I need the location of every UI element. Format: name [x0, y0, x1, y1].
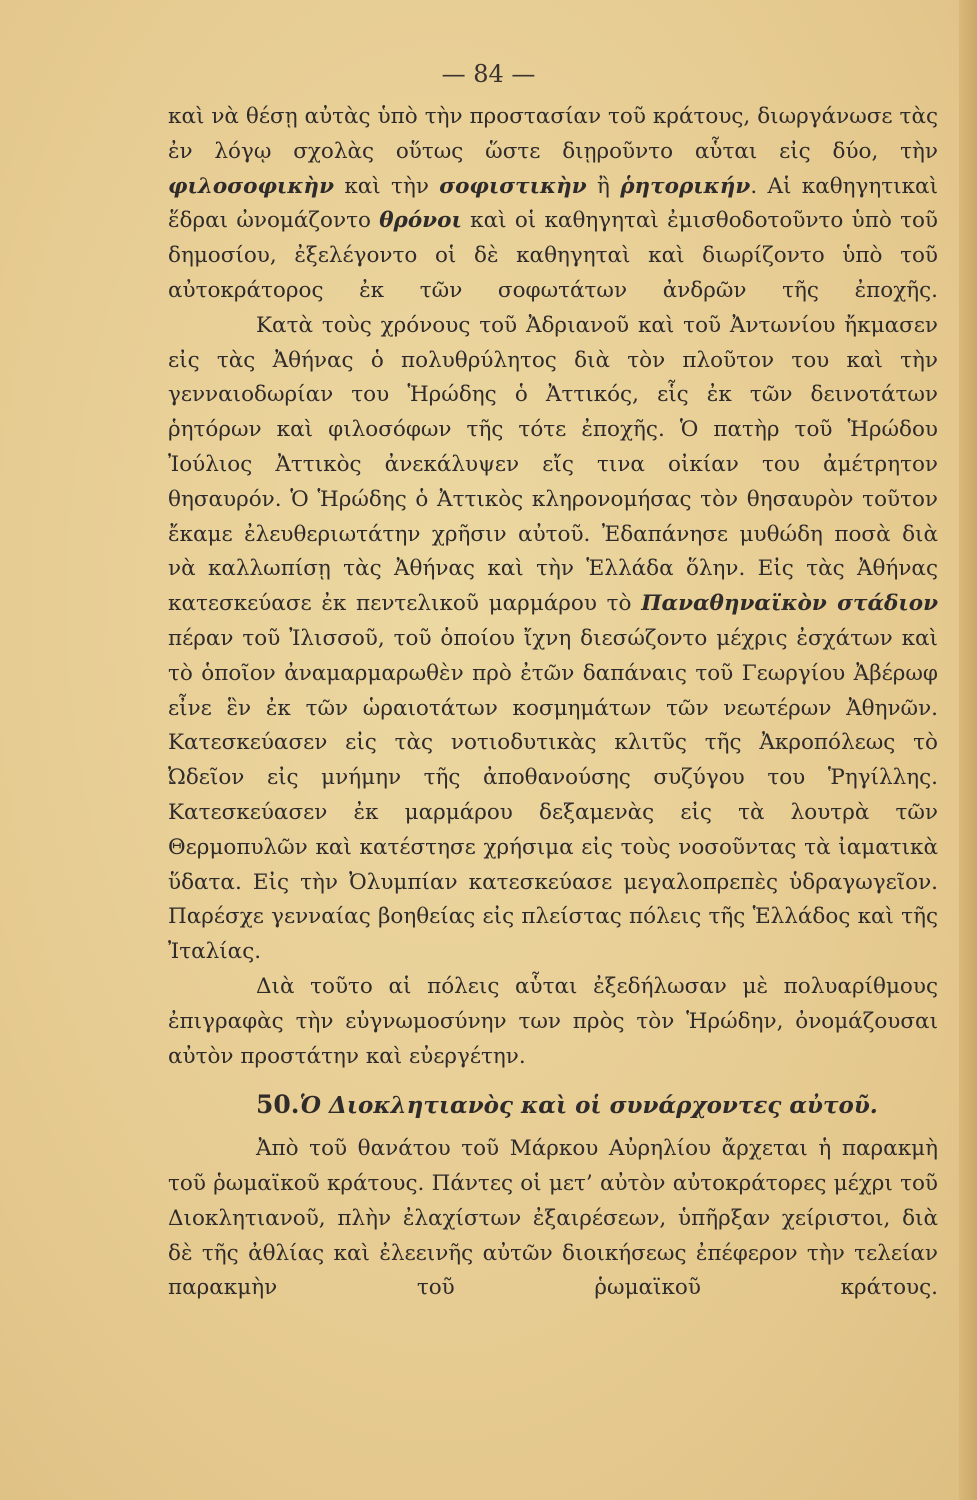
emphasis-stadium: Παναθηναϊκὸν στάδιον: [641, 591, 938, 617]
section-title: Ὁ Διοκλητιανὸς καὶ οἱ συνάρχοντες αὐτοῦ.: [299, 1092, 878, 1120]
section-heading: [256, 1088, 938, 1124]
emphasis-sophistry: σοφιστικὴν: [439, 173, 587, 199]
body-text: [168, 100, 938, 1306]
paragraph-3: Διὰ τοῦτο αἱ πόλεις αὗται ἐξεδήλωσαν μὲ πολυαρίθμους ἐπιγραφὰς τὴν εὐγνωμοσύνην των πρὸς τὸν Ἡρώδην, ὀνομάζουσαι αὐτὸν προστάτην καὶ εὐεργέτην.: [168, 973, 938, 1069]
emphasis-rhetoric: ῥητορικήν: [620, 173, 751, 199]
page-number: — 84 —: [441, 60, 536, 88]
section-number: 50.: [256, 1090, 300, 1120]
paragraph-4: Ἀπὸ τοῦ θανάτου τοῦ Μάρκου Αὐρηλίου ἄρχεται ἡ παρακμὴ τοῦ ῥωμαϊκοῦ κράτους. Πάντες οἱ μετ’ αὐτὸν αὐτοκράτορες μέχρι τοῦ Διοκλητιανοῦ, πλὴν ἐλαχίστων ἐξαιρέσεων, ὑπῆρξαν χείριστοι, διὰ δὲ τῆς ἀθλίας καὶ ἐλεεινῆς αὐτῶν διοικήσεως ἐπέφερον τὴν τελείαν παρακμὴν τοῦ ῥωμαϊκοῦ κράτους.: [168, 1136, 938, 1301]
page-edge: [959, 0, 977, 1500]
paragraph-2: Κατὰ τοὺς χρόνους τοῦ Ἀδριανοῦ καὶ τοῦ Ἀντωνίου ἤκμασεν εἰς τὰς Ἀθήνας ὁ πολυθρύλητος διὰ τὸν πλοῦτον του καὶ τὴν γενναιοδωρίαν του Ἡρώδης ὁ Ἀττικός, εἷς ἐκ τῶν δεινοτάτων ῥητόρων καὶ φιλοσόφων τῆς τότε ἐποχῆς. Ὁ πατὴρ τοῦ Ἡρώδου Ἰούλιος Ἀττικὸς ἀνεκάλυψεν εἴς τινα οἰκίαν του ἀμέτρητον θησαυρόν. Ὁ Ἡρώδης ὁ Ἀττικὸς κληρονομήσας τὸν θησαυρὸν τοῦτον ἔκαμε ἐλευθεριωτάτην χρῆσιν αὐτοῦ. Ἐδαπάνησε μυθώδη ποσὰ διὰ νὰ καλλωπίσῃ τὰς Ἀθήνας καὶ τὴν Ἑλλάδα ὅλην. Εἰς τὰς Ἀθήνας κατεσκεύασε ἐκ πεντελικοῦ μαρμάρου τὸ Παναθηναϊκὸν στάδιον πέραν τοῦ Ἰλισσοῦ, τοῦ ὁποίου ἴχνη διεσώζοντο μέχρις ἐσχάτων καὶ τὸ ὁποῖον ἀναμαρμαρωθὲν πρὸ ἐτῶν δαπάναις τοῦ Γεωργίου Ἀβέρωφ εἶνε ἓν ἐκ τῶν ὡραιοτάτων κοσμημάτων τῶν νεωτέρων Ἀθηνῶν. Κατεσκεύασεν εἰς τὰς νοτιοδυτικὰς κλιτῦς τῆς Ἀκροπόλεως τὸ Ὠδεῖον εἰς μνήμην τῆς ἀποθανούσης συζύγου του Ῥηγίλλης. Κατεσκεύασεν ἐκ μαρμάρου δεξαμενὰς εἰς τὰ λουτρὰ τῶν Θερμοπυλῶν καὶ κατέστησε χρήσιμα εἰς τοὺς νοσοῦντας τὰ ἰαματικὰ ὕδατα. Εἰς τὴν Ὀλυμπίαν κατεσκεύασε μεγαλοπρεπὲς ὑδραγωγεῖον. Παρέσχε γενναίας βοηθείας εἰς πλείστας πόλεις τῆς Ἑλλάδος καὶ τῆς Ἰταλίας.: [168, 312, 938, 965]
paragraph-1: καὶ νὰ θέσῃ αὐτὰς ὑπὸ τὴν προστασίαν τοῦ κράτους, διωργάνωσε τὰς ἐν λόγῳ σχολὰς οὕτως ὥστε διῃροῦντο αὗται εἰς δύο, τὴν φιλοσοφικὴν καὶ τὴν σοφιστικὴν ἢ ῥητορικήν. Αἱ καθηγητικαὶ ἕδραι ὠνομάζοντο θρόνοι καὶ οἱ καθηγηταὶ ἐμισθοδοτοῦντο ὑπὸ τοῦ δημοσίου, ἐξελέγοντο οἱ δὲ καθηγηταὶ καὶ διωρίζοντο ὑπὸ τοῦ αὐτοκράτορος ἐκ τῶν σοφωτάτων ἀνδρῶν τῆς ἐποχῆς.: [168, 104, 939, 303]
emphasis-philosophy: φιλοσοφικὴν: [168, 173, 334, 199]
emphasis-thrones: θρόνοι: [379, 208, 462, 234]
